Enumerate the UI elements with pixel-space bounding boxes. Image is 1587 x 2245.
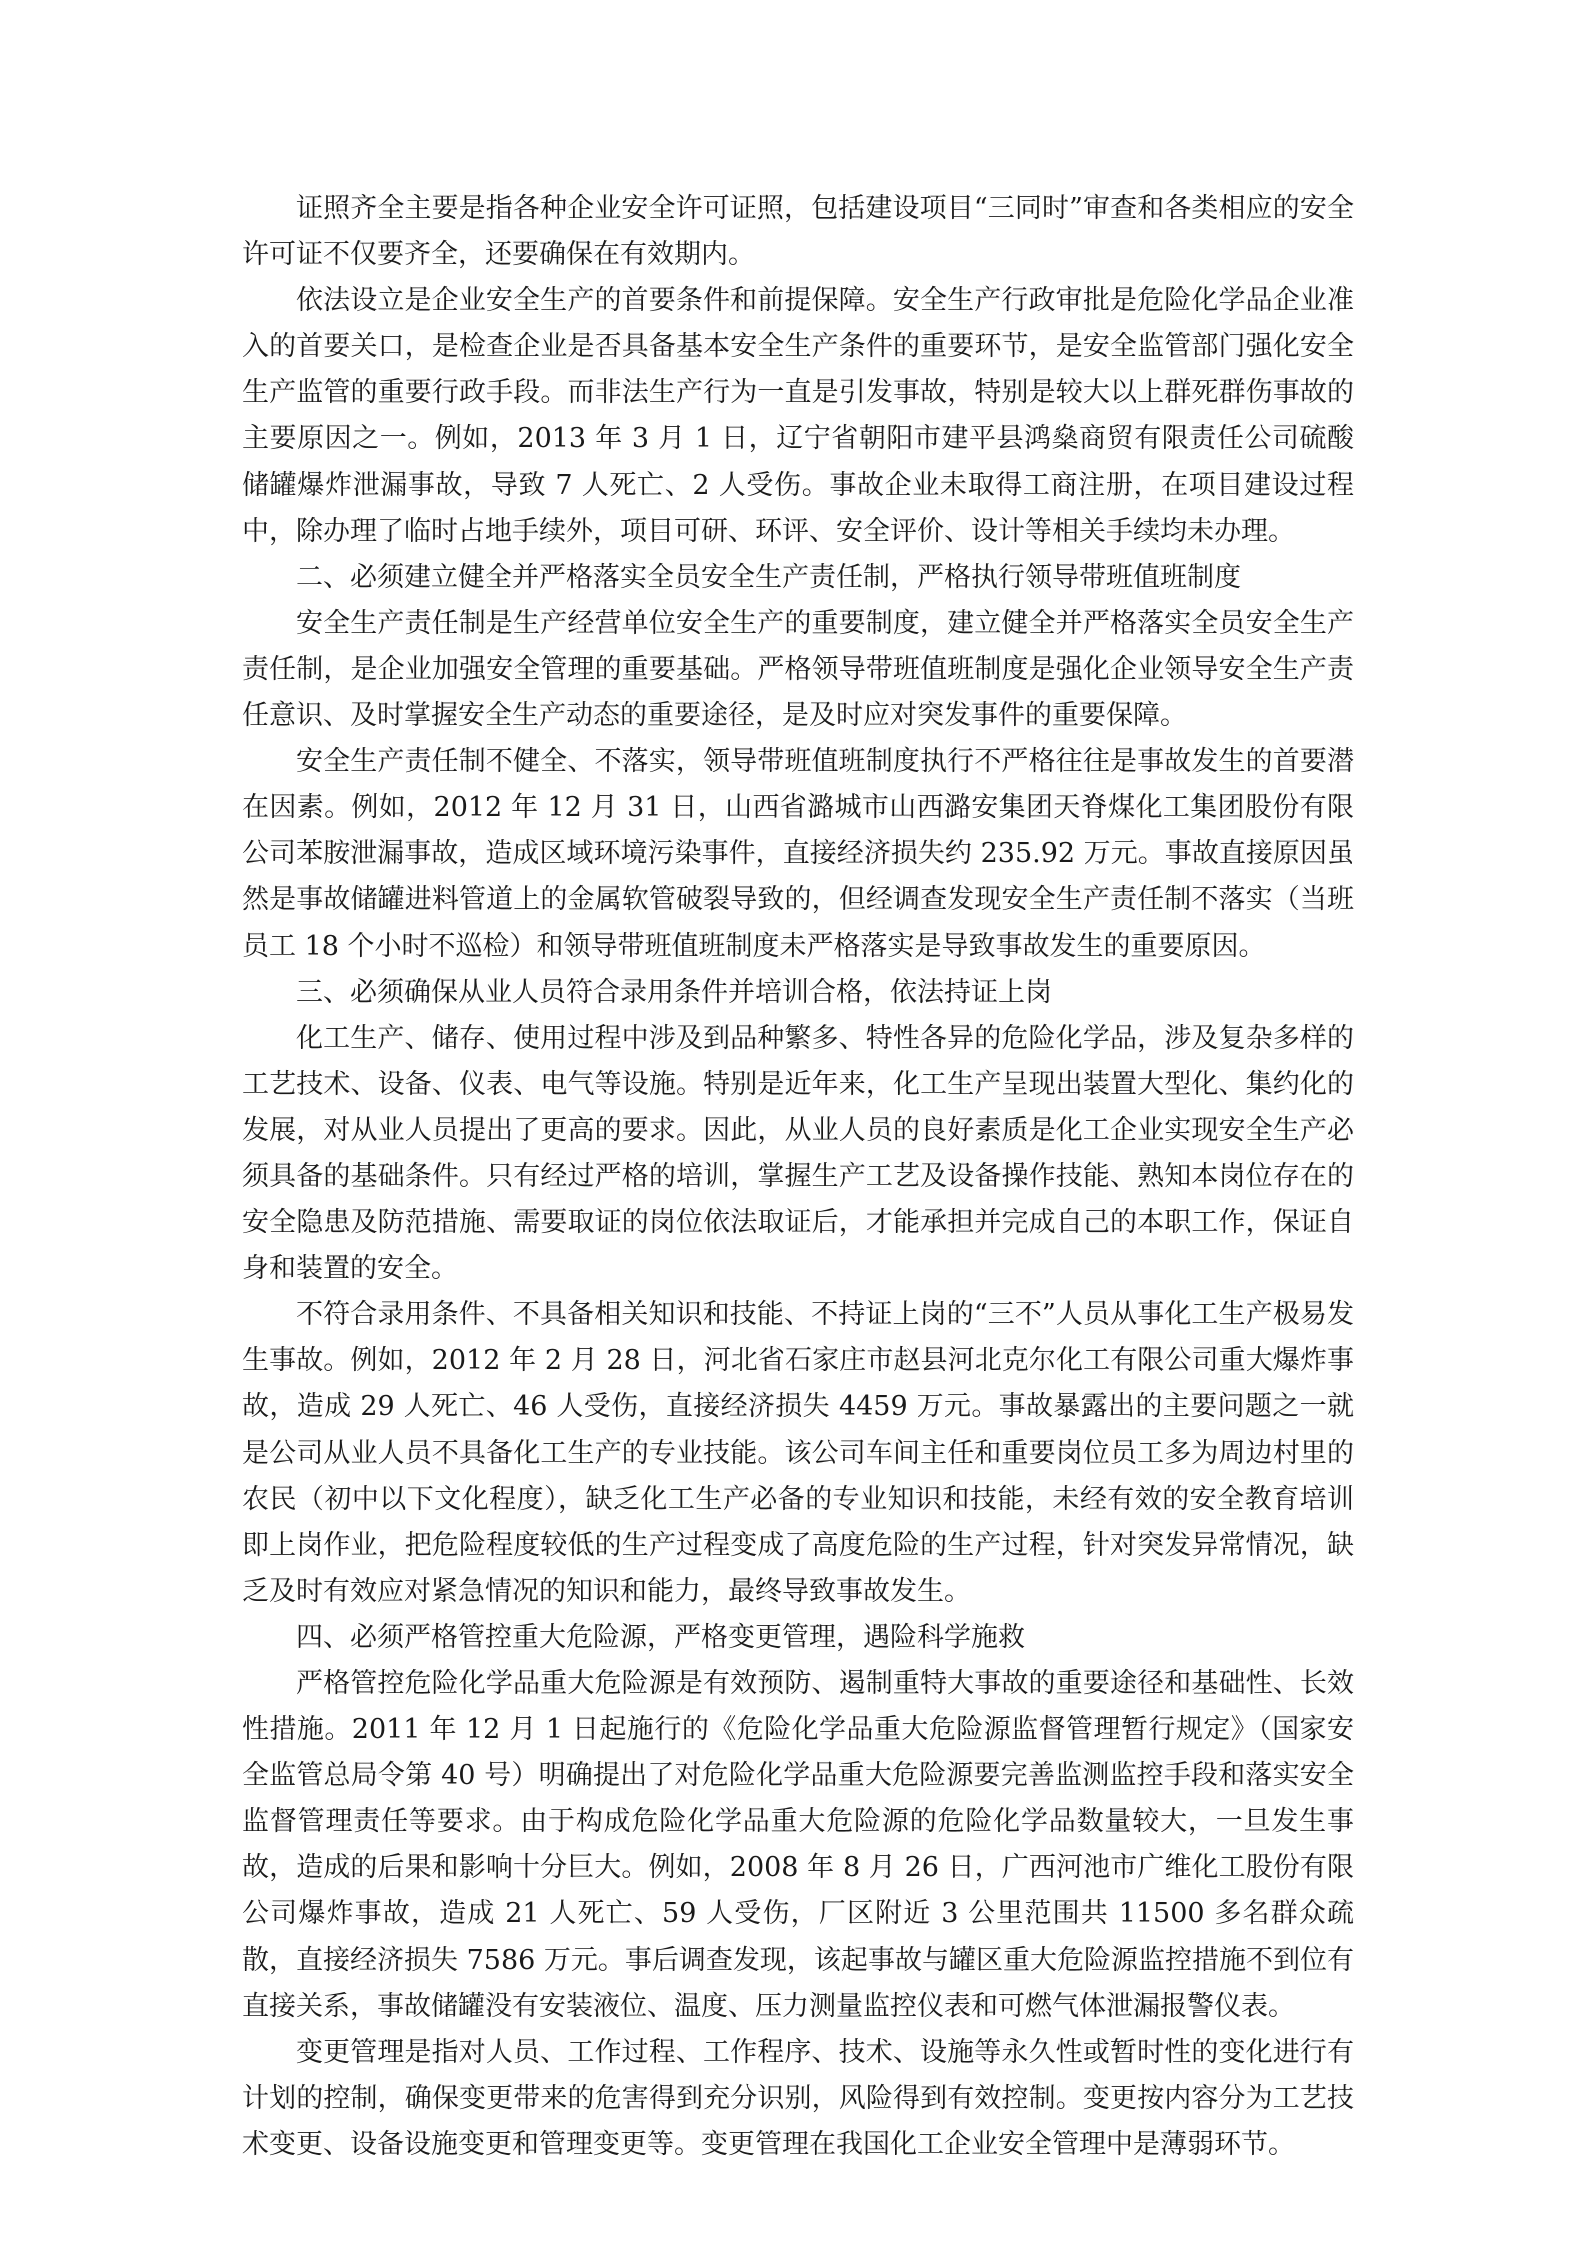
paragraph-change-management: 变更管理是指对人员、工作过程、工作程序、技术、设施等永久性或暂时性的变化进行有计划的控制，确保变更带来的危害得到充分识别，风险得到有效控制。变更按内容分为工艺技术变更、设备设施变更和管理变更等。变更管理在我国化工企业安全管理中是薄弱环节。 xyxy=(242,2036,1354,2160)
paragraph-responsibility-example: 安全生产责任制不健全、不落实，领导带班值班制度执行不严格往往是事故发生的首要潜在因素。例如，2012 年 12 月 31 日，山西省潞城市山西潞安集团天脊煤化工集团股份有限公司苯胺泄漏事故，造成区域环境污染事件，直接经济损失约 235.92 万元。事故直接原因虽然是事故储罐进料管道上的金属软管破裂导致的，但经调查发现安全生产责任制不落实（当班员工 18 个小时不巡检）和领导带班值班制度未严格落实是导致事故发生的重要原因。 xyxy=(242,746,1354,962)
paragraph-responsibility-system: 安全生产责任制是生产经营单位安全生产的重要制度，建立健全并严格落实全员安全生产责任制，是企业加强安全管理的重要基础。严格领导带班值班制度是强化企业领导安全生产责任意识、及时掌握安全生产动态的重要途径，是及时应对突发事件的重要保障。 xyxy=(242,607,1354,732)
paragraph-personnel-example: 不符合录用条件、不具备相关知识和技能、不持证上岗的“三不”人员从事化工生产极易发生事故。例如，2012 年 2 月 28 日，河北省石家庄市赵县河北克尔化工有限公司重大爆炸事故，造成 29 人死亡、46 人受伤，直接经济损失 4459 万元。事故暴露出的主要问题之一就是公司从业人员不具备化工生产的专业技能。该公司车间主任和重要岗位员工多为周边村里的农民（初中以下文化程度），缺乏化工生产必备的专业知识和技能，未经有效的安全教育培训即上岗作业，把危险程度较低的生产过程变成了高度危险的生产过程，针对突发异常情况，缺乏及时有效应对紧急情况的知识和能力，最终导致事故发生。 xyxy=(242,1299,1354,1607)
paragraph-hazard-sources: 严格管控危险化学品重大危险源是有效预防、遏制重特大事故的重要途径和基础性、长效性措施。2011 年 12 月 1 日起施行的《危险化学品重大危险源监督管理暂行规定》（国家安全监管总局令第 40 号）明确提出了对危险化学品重大危险源要完善监测监控手段和落实安全监督管理责任等要求。由于构成危险化学品重大危险源的危险化学品数量较大，一旦发生事故，造成的后果和影响十分巨大。例如，2008 年 8 月 26 日，广西河池市广维化工股份有限公司爆炸事故，造成 21 人死亡、59 人受伤，厂区附近 3 公里范围共 11500 多名群众疏散，直接经济损失 7586 万元。事后调查发现，该起事故与罐区重大危险源监控措施不到位有直接关系，事故储罐没有安装液位、温度、压力测量监控仪表和可燃气体泄漏报警仪表。 xyxy=(242,1668,1354,2022)
paragraph-certificates: 证照齐全主要是指各种企业安全许可证照，包括建设项目“三同时”审查和各类相应的安全许可证不仅要齐全，还要确保在有效期内。 xyxy=(242,193,1354,271)
paragraph-legal-establishment: 依法设立是企业安全生产的首要条件和前提保障。安全生产行政审批是危险化学品企业准入的首要关口，是检查企业是否具备基本安全生产条件的重要环节，是安全监管部门强化安全生产监管的重要行政手段。而非法生产行为一直是引发事故，特别是较大以上群死群伤事故的主要原因之一。例如，2013 年 3 月 1 日，辽宁省朝阳市建平县鸿燊商贸有限责任公司硫酸储罐爆炸泄漏事故，导致 7 人死亡、2 人受伤。事故企业未取得工商注册，在项目建设过程中，除办理了临时占地手续外，项目可研、环评、安全评价、设计等相关手续均未办理。 xyxy=(242,285,1354,547)
section-heading-2: 二、必须建立健全并严格落实全员安全生产责任制，严格执行领导带班值班制度 xyxy=(296,561,1241,593)
section-heading-4: 四、必须严格管控重大危险源，严格变更管理，遇险科学施救 xyxy=(296,1621,1025,1653)
section-heading-3: 三、必须确保从业人员符合录用条件并培训合格，依法持证上岗 xyxy=(296,976,1052,1008)
document-page xyxy=(242,186,1354,2168)
paragraph-personnel-quality: 化工生产、储存、使用过程中涉及到品种繁多、特性各异的危险化学品，涉及复杂多样的工艺技术、设备、仪表、电气等设施。特别是近年来，化工生产呈现出装置大型化、集约化的发展，对从业人员提出了更高的要求。因此，从业人员的良好素质是化工企业实现安全生产必须具备的基础条件。只有经过严格的培训，掌握生产工艺及设备操作技能、熟知本岗位存在的安全隐患及防范措施、需要取证的岗位依法取证后，才能承担并完成自己的本职工作，保证自身和装置的安全。 xyxy=(242,1022,1354,1285)
